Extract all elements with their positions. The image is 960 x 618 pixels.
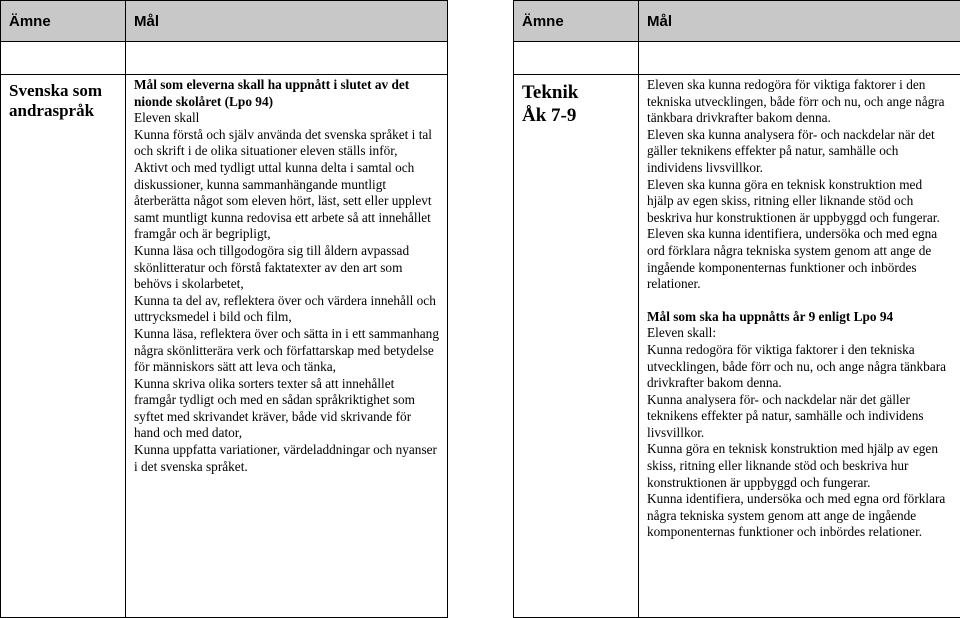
goal-item: Kunna läsa, reflektera över och sätta in i ett sammanhang några skönlitterära verk och författarskap med betydelse för människors sätt att leva och tänka, — [134, 326, 439, 376]
svenska-table — [0, 0, 448, 618]
goal-heading: Mål som eleverna skall ha uppnått i slutet av det nionde skolåret (Lpo 94) — [134, 77, 439, 110]
subject-grade: Åk 7-9 — [522, 104, 630, 127]
goal-item: Eleven ska kunna identifiera, undersöka och med egna ord förklara några tekniska system genom att ange de ingående komponenternas funktioner och inbördes relationer. — [647, 226, 952, 292]
goal-item: Kunna analysera för- och nackdelar när det gäller teknikens effekter på natur, samhälle och individens livsvillkor. — [647, 392, 952, 442]
goal-item: Eleven ska kunna redogöra för viktiga faktorer i den tekniska utvecklingen, både förr och nu, och ange några tänkbara drivkrafter bakom denna. — [647, 77, 952, 127]
goal-item: Kunna förstå och själv använda det svenska språket i tal och skrift i de olika situationer eleven ställs inför, — [134, 127, 439, 160]
goal-cell — [126, 75, 448, 618]
subject-cell — [514, 75, 639, 618]
goal-item: Kunna uppfatta variationer, värdeladdningar och nyanser i det svenska språket. — [134, 442, 439, 475]
goal-item: Eleven ska kunna analysera för- och nackdelar när det gäller teknikens effekter på natur, samhälle och individens livsvillkor. — [647, 127, 952, 177]
goal-heading: Mål som ska ha uppnåtts år 9 enligt Lpo 94 — [647, 309, 952, 326]
teknik-table — [513, 0, 960, 618]
subject-name: Svenska som andraspråk — [9, 81, 102, 120]
goal-item: Kunna identifiera, undersöka och med egna ord förklara några tekniska system genom att ange de ingående komponenternas funktioner och inbördes relationer. — [647, 491, 952, 541]
goal-item: Kunna redogöra för viktiga faktorer i den tekniska utvecklingen, både förr och nu, och ange några tänkbara drivkrafter bakom denna. — [647, 342, 952, 392]
goal-item: Kunna läsa och tillgodogöra sig till åldern avpassad skönlitteratur och förstå faktatexter av den art som behövs i skolarbetet, — [134, 243, 439, 293]
goal-intro: Eleven skall: — [647, 325, 952, 342]
header-amne: Ämne — [1, 1, 126, 42]
goal-item: Aktivt och med tydligt uttal kunna delta i samtal och diskussioner, kunna sammanhängande muntligt återberätta något som eleven hört, läst, sett eller upplevt samt muntligt kunna redovisa ett arbete så att innehållet framgår och är begripligt, — [134, 160, 439, 243]
header-mal: Mål — [639, 1, 960, 42]
subject-cell — [1, 75, 126, 618]
subject-name: Teknik — [522, 81, 630, 104]
goal-item: Kunna göra en teknisk konstruktion med hjälp av egen skiss, ritning eller liknande stöd och beskriva hur konstruktionen är uppbyggd och fungerar. — [647, 441, 952, 491]
goal-cell — [639, 75, 960, 618]
header-amne: Ämne — [514, 1, 639, 42]
header-mal: Mål — [126, 1, 448, 42]
goal-intro: Eleven skall — [134, 110, 439, 127]
goal-item: Kunna skriva olika sorters texter så att innehållet framgår tydligt och med en sådan språkriktighet som syftet med skrivandet kräver, både vid skrivande för hand och med dator, — [134, 376, 439, 442]
goal-item: Eleven ska kunna göra en teknisk konstruktion med hjälp av egen skiss, ritning eller liknande stöd och beskriva hur konstruktionen är uppbyggd och fungerar. — [647, 177, 952, 227]
goal-item: Kunna ta del av, reflektera över och värdera innehåll och uttrycksmedel i bild och film, — [134, 293, 439, 326]
